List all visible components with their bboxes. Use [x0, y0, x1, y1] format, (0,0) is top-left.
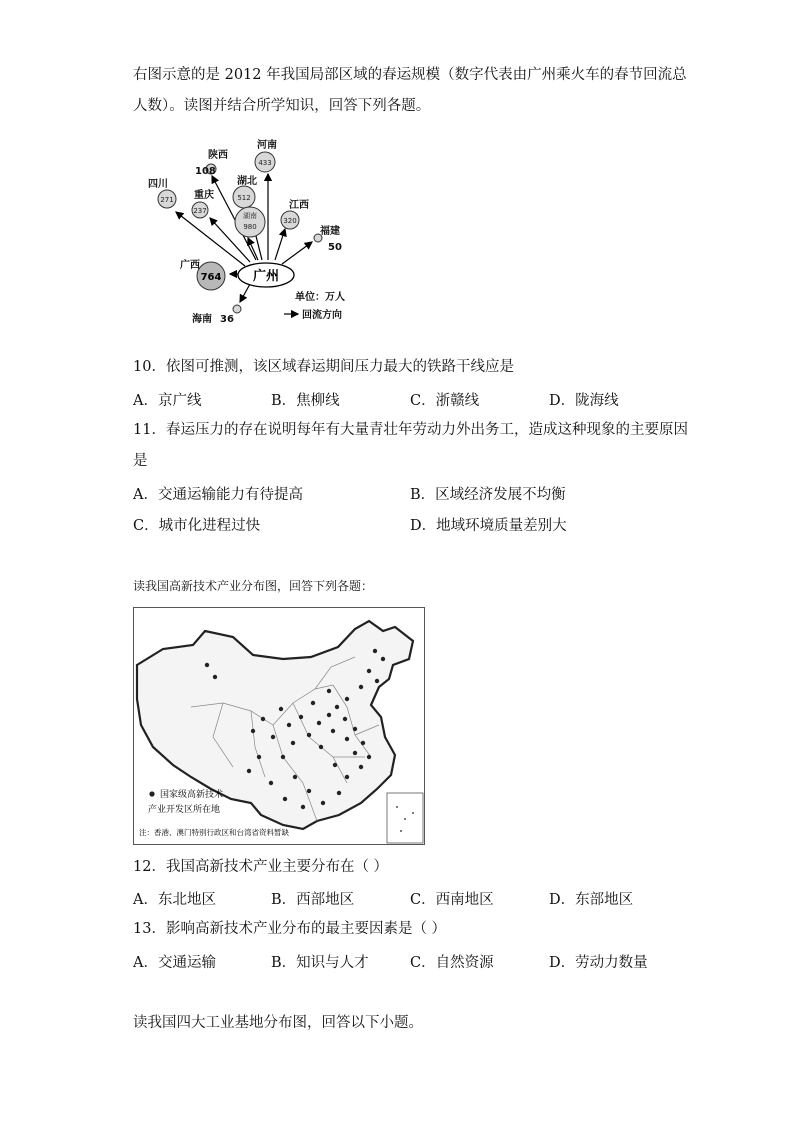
hubei-label: 湖北	[237, 176, 257, 187]
map-legend-line-1: 国家级高新技术	[160, 790, 224, 800]
sichuan-value: 271	[160, 196, 174, 204]
arrow-to-hunan	[248, 238, 258, 260]
fujian-value: 50	[328, 242, 342, 253]
guangxi-value: 764	[200, 272, 222, 283]
chongqing-label: 重庆	[194, 190, 214, 201]
q11-stem-line-2: 是	[133, 453, 148, 469]
q10-stem: 10．依图可推测，该区域春运期间压力最大的铁路干线应是	[133, 359, 514, 375]
hainan-value: 36	[220, 314, 234, 325]
shaanxi-label: 陕西	[208, 150, 228, 161]
q11-stem-line-1: 11．春运压力的存在说明每年有大量青壮年劳动力外出务工，造成这种现象的主要原因	[133, 422, 688, 438]
legend-dot	[149, 791, 154, 796]
q13-option-b[interactable]: B．知识与人才	[271, 955, 369, 971]
q10-option-c[interactable]: C．浙赣线	[410, 393, 480, 409]
q12-option-d[interactable]: D．东部地区	[549, 892, 634, 908]
guangxi-label: 广西	[180, 260, 200, 271]
arrow-to-hainan	[240, 284, 250, 302]
q10-option-d[interactable]: D．陇海线	[549, 393, 619, 409]
q10-option-a[interactable]: A．京广线	[133, 393, 202, 409]
q13-option-a[interactable]: A．交通运输	[133, 955, 216, 971]
intro-line-1: 右图示意的是 2012 年我国局部区域的春运规模（数字代表由广州乘火车的春节回流总	[133, 67, 687, 83]
section2-title: 读我国高新技术产业分布图，回答下列各题：	[133, 579, 374, 593]
jiangxi-value: 320	[283, 217, 297, 225]
q12-option-a[interactable]: A．东北地区	[133, 892, 216, 908]
hainan-circle	[233, 305, 241, 313]
arrow-to-jiangxi	[275, 229, 285, 260]
sichuan-label: 四川	[148, 179, 168, 190]
spring-festival-flow-map	[140, 132, 370, 327]
q12-stem: 12．我国高新技术产业主要分布在（ ）	[133, 859, 389, 875]
intro-line-2: 人数）。读图并结合所学知识，回答下列各题。	[133, 98, 431, 114]
q10-option-b[interactable]: B．焦柳线	[271, 393, 340, 409]
q11-option-c[interactable]: C．城市化进程过快	[133, 518, 261, 534]
shaanxi-value: 108	[195, 166, 216, 177]
map-note: 注：香港、澳门特别行政区和台湾省资料暂缺	[139, 828, 289, 837]
arrow-to-fujian	[282, 242, 312, 264]
fujian-label: 福建	[320, 226, 340, 237]
chongqing-value: 237	[193, 207, 207, 215]
hunan-value: 980	[243, 223, 257, 231]
q11-option-d[interactable]: D．地域环境质量差别大	[410, 518, 567, 534]
henan-label: 河南	[257, 140, 277, 151]
unit-label: 单位：万人	[295, 292, 345, 303]
section3-title: 读我国四大工业基地分布图，回答以下小题。	[133, 1015, 423, 1031]
q13-option-c[interactable]: C．自然资源	[410, 955, 494, 971]
q11-option-b[interactable]: B．区域经济发展不均衡	[410, 487, 566, 503]
q12-option-c[interactable]: C．西南地区	[410, 892, 494, 908]
guangzhou-label: 广州	[252, 269, 280, 284]
q13-stem: 13．影响高新技术产业分布的最主要因素是（ ）	[133, 921, 447, 937]
q11-option-a[interactable]: A．交通运输能力有待提高	[133, 487, 303, 503]
henan-value: 433	[258, 159, 272, 167]
q13-option-d[interactable]: D．劳动力数量	[549, 955, 648, 971]
hainan-label: 海南	[192, 314, 212, 325]
china-hightech-map	[133, 607, 425, 845]
jiangxi-label: 江西	[289, 200, 309, 211]
q12-option-b[interactable]: B．西部地区	[271, 892, 355, 908]
hunan-label: 湖南	[243, 212, 257, 220]
map-legend-line-2: 产业开发区所在地	[148, 805, 221, 815]
hubei-value: 512	[237, 194, 251, 202]
legend-label: 回流方向	[302, 310, 342, 321]
